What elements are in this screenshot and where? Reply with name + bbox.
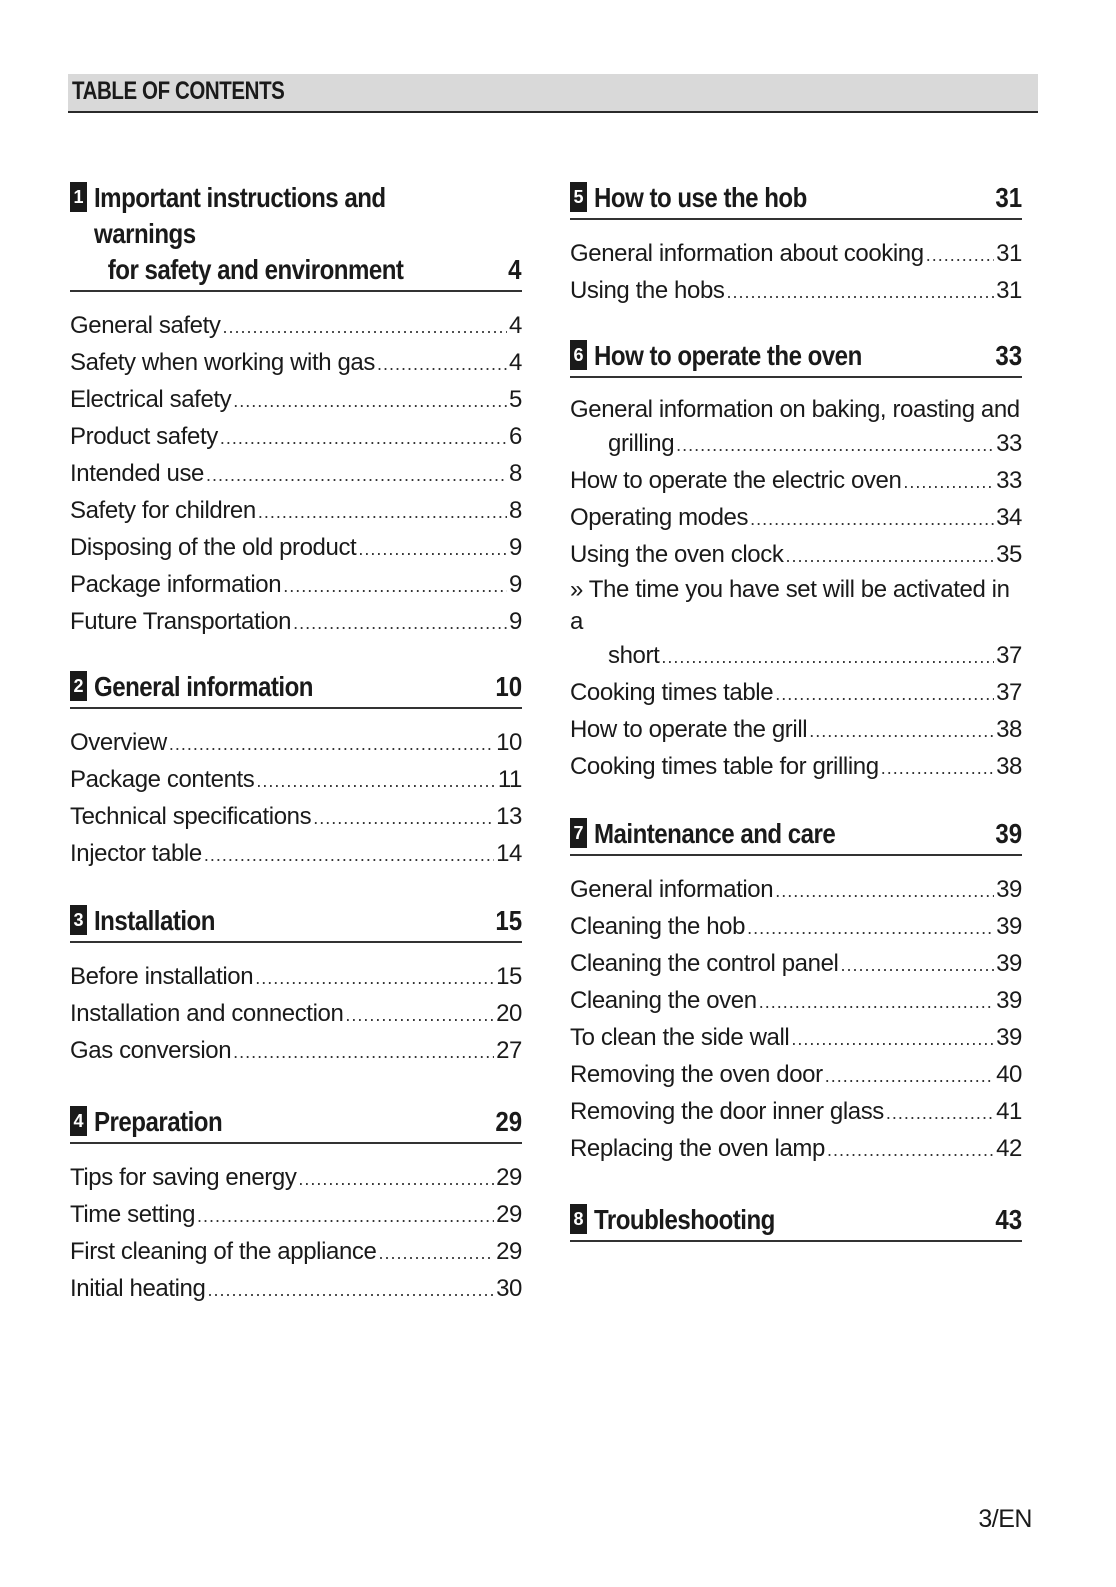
toc-entry-text: Disposing of the old product (70, 534, 357, 561)
section-title-wrap (94, 903, 522, 939)
toc-entry-page: 5 (509, 386, 522, 413)
toc-entry-leader (840, 948, 994, 983)
toc-entry-text: General information about cooking (570, 240, 924, 267)
toc-entry-leader (283, 569, 507, 604)
toc-entry[interactable] (70, 1197, 522, 1234)
toc-entry[interactable] (70, 1271, 522, 1308)
toc-entry-page: 38 (996, 716, 1022, 743)
toc-entry-page: 35 (996, 541, 1022, 568)
toc-entry-text: Removing the door inner glass (570, 1098, 884, 1125)
toc-entry-page: 11 (497, 766, 522, 793)
toc-entry-leader (204, 838, 494, 873)
toc-entry-page: 39 (996, 987, 1022, 1014)
toc-entry[interactable] (70, 382, 522, 419)
toc-entry-page: 4 (509, 312, 522, 339)
section-title (94, 180, 449, 288)
section-number-badge: 8 (570, 1204, 587, 1234)
toc-entry[interactable] (570, 463, 1022, 500)
page-number: 3/EN (978, 1505, 1032, 1533)
section-number-badge: 4 (70, 1106, 87, 1136)
toc-title: TABLE OF CONTENTS (72, 77, 285, 105)
section-number-badge: 6 (570, 340, 587, 370)
section-title: Maintenance and care (594, 818, 836, 849)
toc-entry[interactable] (70, 567, 522, 604)
section-title-line1: Important instructions and warnings (94, 182, 386, 249)
toc-entry[interactable] (570, 749, 1022, 786)
toc-entry-text: Cleaning the hob (570, 913, 746, 940)
toc-entry-leader (747, 911, 994, 946)
toc-entry-text-line2: short (608, 642, 660, 669)
toc-entry-leader (298, 1162, 494, 1197)
toc-entry-page: 41 (996, 1098, 1022, 1125)
section-number-badge: 3 (70, 905, 87, 935)
toc-entry-leader (661, 640, 994, 675)
toc-entry-page: 33 (996, 467, 1022, 494)
toc-entry-leader (903, 465, 994, 500)
toc-entry[interactable] (70, 419, 522, 456)
toc-entry-text: Cleaning the control panel (570, 950, 839, 977)
toc-entry-text: Product safety (70, 423, 218, 450)
toc-entry-page: 9 (509, 534, 522, 561)
section-page-number: 43 (995, 1204, 1022, 1235)
toc-entry-leader (169, 727, 494, 762)
toc-entry[interactable] (570, 872, 1022, 909)
toc-entry-page: 27 (496, 1037, 522, 1064)
toc-entry-page: 29 (496, 1164, 522, 1191)
toc-entry-page: 39 (996, 1024, 1022, 1051)
toc-entry-text: Overview (70, 729, 167, 756)
toc-entry-text: Package contents (70, 766, 255, 793)
toc-header-bar (68, 74, 1038, 113)
toc-entry-text: Injector table (70, 840, 202, 867)
toc-entry-page: 9 (509, 571, 522, 598)
toc-entry-leader (886, 1096, 994, 1131)
toc-entry-text-line1: General information on baking, roasting and (570, 396, 1020, 423)
section-number-badge: 5 (570, 182, 587, 212)
section-title-wrap (594, 338, 1022, 374)
toc-entry-leader (676, 428, 994, 463)
section-title-wrap (94, 669, 522, 705)
toc-entry-page: 37 (996, 679, 1022, 706)
toc-entry-text-line2: grilling (608, 430, 675, 457)
toc-entry-page: 14 (496, 840, 522, 867)
toc-entry-leader (881, 751, 994, 786)
toc-entry-page: 40 (996, 1061, 1022, 1088)
toc-entry-leader (313, 801, 494, 836)
toc-entry-leader (358, 532, 507, 567)
toc-left-column (70, 180, 522, 1308)
toc-entry-multiline[interactable] (570, 394, 1022, 463)
toc-entry-text: Removing the oven door (570, 1061, 823, 1088)
toc-entry[interactable] (570, 675, 1022, 712)
toc-entry-leader (926, 238, 994, 273)
toc-entry[interactable] (70, 604, 522, 641)
toc-entry-multiline[interactable] (570, 574, 1022, 675)
toc-entry[interactable] (70, 1160, 522, 1197)
toc-entry[interactable] (70, 345, 522, 382)
section-number-badge: 2 (70, 671, 87, 701)
toc-entry[interactable] (570, 1020, 1022, 1057)
toc-entry-text: Cleaning the oven (570, 987, 757, 1014)
section-heading[interactable] (70, 669, 522, 709)
toc-entry[interactable] (70, 836, 522, 873)
toc-entry-text: Intended use (70, 460, 204, 487)
toc-entry-page: 6 (509, 423, 522, 450)
toc-section (70, 903, 522, 1070)
toc-entry[interactable] (70, 530, 522, 567)
toc-entry-page: 37 (996, 642, 1022, 669)
toc-entry-line2 (570, 638, 1022, 675)
section-title: How to use the hob (594, 182, 807, 213)
section-page-number: 33 (995, 340, 1022, 371)
toc-entry-leader (785, 539, 994, 574)
section-title: General information (94, 671, 314, 702)
section-number-badge: 1 (70, 182, 87, 212)
toc-entry-page: 29 (496, 1238, 522, 1265)
section-page-number: 10 (495, 671, 522, 702)
toc-entry-page: 29 (496, 1201, 522, 1228)
toc-entry-text: Cooking times table for grilling (570, 753, 879, 780)
section-page-number: 39 (995, 818, 1022, 849)
toc-entry-text: First cleaning of the appliance (70, 1238, 377, 1265)
toc-entry-page: 10 (496, 729, 522, 756)
section-title: How to operate the oven (594, 340, 862, 371)
toc-entry-text: Package information (70, 571, 282, 598)
toc-entry-leader (775, 874, 994, 909)
toc-right-column (570, 180, 1022, 1258)
toc-entry-page: 39 (996, 913, 1022, 940)
section-page-number: 4 (508, 254, 522, 285)
toc-entry-page: 4 (509, 349, 522, 376)
toc-entry-page: 42 (996, 1135, 1022, 1162)
section-heading[interactable] (70, 903, 522, 943)
section-title: Troubleshooting (594, 1204, 775, 1235)
toc-entry-page: 33 (996, 430, 1022, 457)
toc-entry-leader (750, 502, 994, 537)
section-number-badge: 7 (570, 818, 587, 848)
toc-entry-leader (759, 985, 994, 1020)
toc-entry-page: 8 (509, 497, 522, 524)
toc-entry-leader (377, 347, 507, 382)
toc-entry-text: Cooking times table (570, 679, 774, 706)
section-title-wrap (94, 180, 522, 288)
section-title-wrap (594, 180, 1022, 216)
toc-entry-leader (233, 384, 507, 419)
toc-entry-page: 15 (496, 963, 522, 990)
section-heading[interactable] (70, 1104, 522, 1144)
toc-entry[interactable] (70, 996, 522, 1033)
toc-entry-leader (207, 1273, 494, 1308)
toc-entry-text: Installation and connection (70, 1000, 344, 1027)
toc-entry-leader (827, 1133, 994, 1168)
toc-entry[interactable] (570, 537, 1022, 574)
toc-entry-leader (206, 458, 507, 493)
toc-entry-text: Technical specifications (70, 803, 312, 830)
toc-entry-leader (222, 310, 507, 345)
toc-entry-leader (256, 764, 495, 799)
toc-entry[interactable] (70, 1033, 522, 1070)
toc-entry-leader (293, 606, 507, 641)
toc-entry[interactable] (70, 456, 522, 493)
toc-entry-page: 9 (509, 608, 522, 635)
toc-entry-page: 39 (996, 950, 1022, 977)
toc-entry-text: Initial heating (70, 1275, 206, 1302)
toc-entry-text: Replacing the oven lamp (570, 1135, 825, 1162)
toc-entry[interactable] (570, 909, 1022, 946)
section-heading[interactable] (570, 1202, 1022, 1242)
toc-entry-text: Using the oven clock (570, 541, 784, 568)
toc-entry-leader (791, 1022, 994, 1057)
toc-entry-text: Electrical safety (70, 386, 232, 413)
toc-entry[interactable] (70, 493, 522, 530)
section-title-wrap (94, 1104, 522, 1140)
toc-entry-text: Future Transportation (70, 608, 292, 635)
section-title: Installation (94, 905, 215, 936)
toc-entry[interactable] (70, 799, 522, 836)
toc-entry-text: Safety for children (70, 497, 256, 524)
section-page-number: 31 (995, 182, 1022, 213)
toc-section (70, 1104, 522, 1308)
toc-entry-page: 38 (996, 753, 1022, 780)
toc-entry-page: 31 (996, 240, 1022, 267)
toc-entry-leader (809, 714, 994, 749)
toc-entry-leader (378, 1236, 494, 1271)
toc-entry-leader (258, 495, 507, 530)
toc-entry-page: 30 (496, 1275, 522, 1302)
toc-entry-text: Operating modes (570, 504, 749, 531)
toc-entry-leader (345, 998, 494, 1033)
toc-section (570, 180, 1022, 310)
toc-section (70, 669, 522, 873)
toc-entry-text: Gas conversion (70, 1037, 232, 1064)
toc-entry[interactable] (570, 983, 1022, 1020)
toc-entry[interactable] (570, 273, 1022, 310)
toc-entry-text: Tips for saving energy (70, 1164, 297, 1191)
section-title-wrap (594, 816, 1022, 852)
section-heading[interactable] (570, 338, 1022, 378)
toc-entry-text: Using the hobs (570, 277, 725, 304)
toc-entry[interactable] (570, 946, 1022, 983)
section-page-number: 29 (495, 1106, 522, 1137)
toc-entry-text: How to operate the electric oven (570, 467, 902, 494)
toc-entry-text: How to operate the grill (570, 716, 808, 743)
toc-section (570, 1202, 1022, 1242)
toc-entry[interactable] (570, 1057, 1022, 1094)
toc-entry[interactable] (70, 1234, 522, 1271)
toc-entry-leader (220, 421, 507, 456)
toc-entry-text: Safety when working with gas (70, 349, 375, 376)
toc-entry-page: 20 (496, 1000, 522, 1027)
section-page-number: 15 (495, 905, 522, 936)
section-title-wrap (594, 1202, 1022, 1238)
toc-section (570, 816, 1022, 1168)
section-heading[interactable] (70, 180, 522, 292)
toc-entry[interactable] (570, 712, 1022, 749)
toc-entry-leader (775, 677, 994, 712)
toc-entry[interactable] (570, 236, 1022, 273)
toc-entry-text: Time setting (70, 1201, 196, 1228)
section-title-line2: for safety and environment (107, 254, 404, 285)
toc-entry[interactable] (70, 308, 522, 345)
toc-entry[interactable] (570, 1131, 1022, 1168)
toc-entry-leader (727, 275, 995, 310)
toc-entry[interactable] (570, 1094, 1022, 1131)
toc-entry[interactable] (570, 500, 1022, 537)
toc-entry-text: General information (570, 876, 774, 903)
toc-entry-page: 8 (509, 460, 522, 487)
toc-entry-text-line1: » The time you have set will be activated in a (570, 576, 1010, 635)
toc-entry-leader (825, 1059, 994, 1094)
toc-entry[interactable] (70, 762, 522, 799)
toc-entry-page: 34 (996, 504, 1022, 531)
toc-section (70, 180, 522, 641)
toc-entry-page: 13 (496, 803, 522, 830)
toc-entry-leader (255, 961, 494, 996)
section-heading[interactable] (570, 180, 1022, 220)
toc-entry-text: To clean the side wall (570, 1024, 790, 1051)
toc-entry[interactable] (70, 959, 522, 996)
toc-section (570, 338, 1022, 786)
toc-entry-line2 (570, 426, 1022, 463)
toc-entry-leader (197, 1199, 494, 1234)
toc-entry-page: 31 (996, 277, 1022, 304)
toc-entry-text: General safety (70, 312, 221, 339)
toc-entry-text: Before installation (70, 963, 254, 990)
toc-entry[interactable] (70, 725, 522, 762)
toc-entry-leader (233, 1035, 494, 1070)
toc-entry-page: 39 (996, 876, 1022, 903)
section-heading[interactable] (570, 816, 1022, 856)
section-title: Preparation (94, 1106, 223, 1137)
